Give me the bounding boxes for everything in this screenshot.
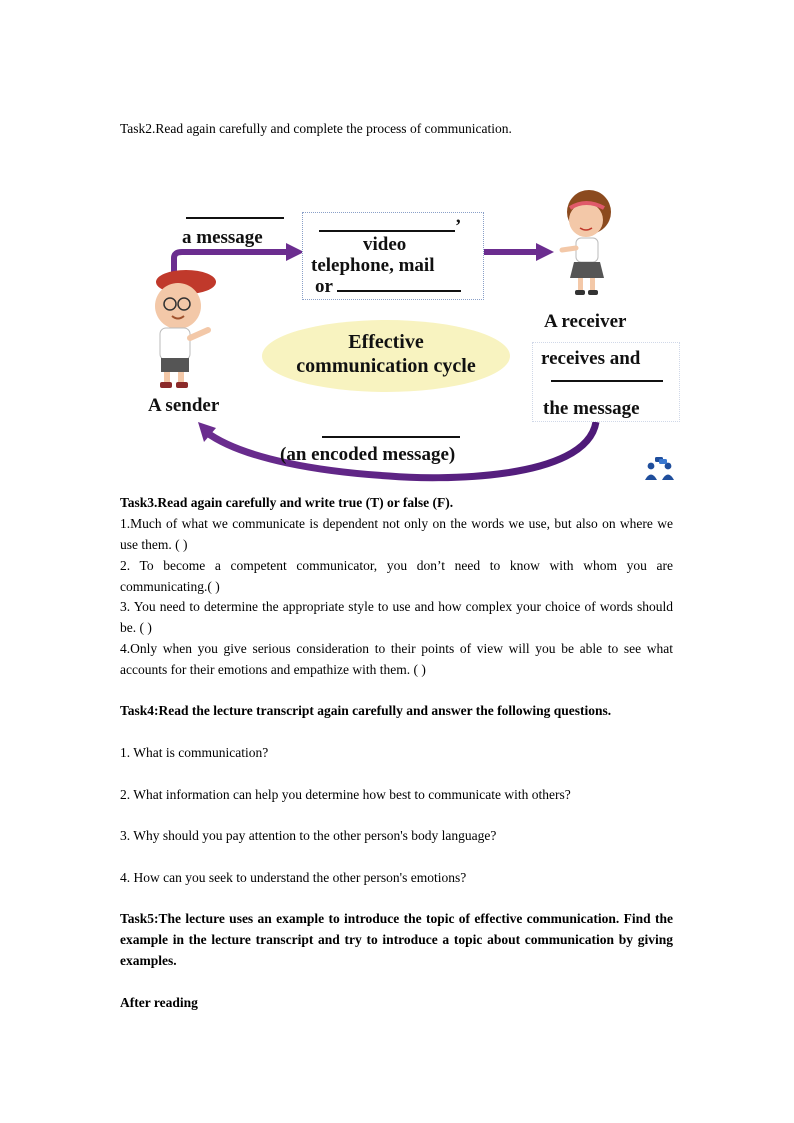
task3-item-1: 1.Much of what we communicate is dependent not only on the words we use, but also on where we use them. ( ) [120,516,673,552]
comma: ’ [455,216,462,237]
channel-or: or [315,276,333,297]
channel-line-video: video [363,234,407,255]
task4-heading: Task4:Read the lecture transcript again carefully and answer the following questions. [120,703,612,718]
task3-item-3: 3. You need to determine the appropriate style to use and how complex your choice of words should be. ( ) [120,599,673,635]
message-label: a message [182,227,263,248]
effective-cycle-ellipse [262,320,510,392]
receiver-girl-figure [562,190,611,295]
receiver-action-blank [551,368,663,382]
communication-cycle-diagram [134,190,680,482]
channel-blank-1 [319,220,455,232]
cycle-title-line1: Effective [348,331,424,353]
channel-blank-2 [337,280,461,292]
arrowhead-receiver [536,243,554,261]
receiver-action-box [532,342,680,422]
task4-question-2: 2. What information can help you determine how best to communicate with others? [120,787,571,802]
receiver-action-line2: the message [543,398,640,419]
message-blank [186,209,284,219]
receiver-label: A receiver [544,311,627,332]
task3-item-2: 2. To become a competent communicator, you don’t need to know with whom you are communicating.( ) [120,558,673,594]
task3-item-4: 4.Only when you give serious consideration to their points of view will you be able to see what accounts for their emotions and empathize with them. ( ) [120,641,673,677]
receiver-action-line1: receives and [541,348,641,369]
task2-instruction: Task2.Read again carefully and complete the process of communication. [120,121,512,136]
sender-boy-figure [155,270,216,388]
feedback-blank [322,422,460,438]
task4-question-4: 4. How can you seek to understand the other person's emotions? [120,870,467,885]
people-discussion-icon [644,456,676,482]
feedback-label: (an encoded message) [280,444,456,465]
after-reading-heading: After reading [120,995,198,1010]
task5-instruction: Task5:The lecture uses an example to introduce the topic of effective communication. Find the example in the lecture transcript and try to introduce a topic about communication by giving examples. [120,911,673,968]
channel-box [302,212,484,300]
task4-question-3: 3. Why should you pay attention to the other person's body language? [120,828,497,843]
cycle-title-line2: communication cycle [296,355,476,377]
channel-line-telephone: telephone, mail [311,255,435,276]
sender-label: A sender [148,395,220,416]
task3-heading: Task3.Read again carefully and write true (T) or false (F). [120,495,454,510]
task4-question-1: 1. What is communication? [120,745,269,760]
